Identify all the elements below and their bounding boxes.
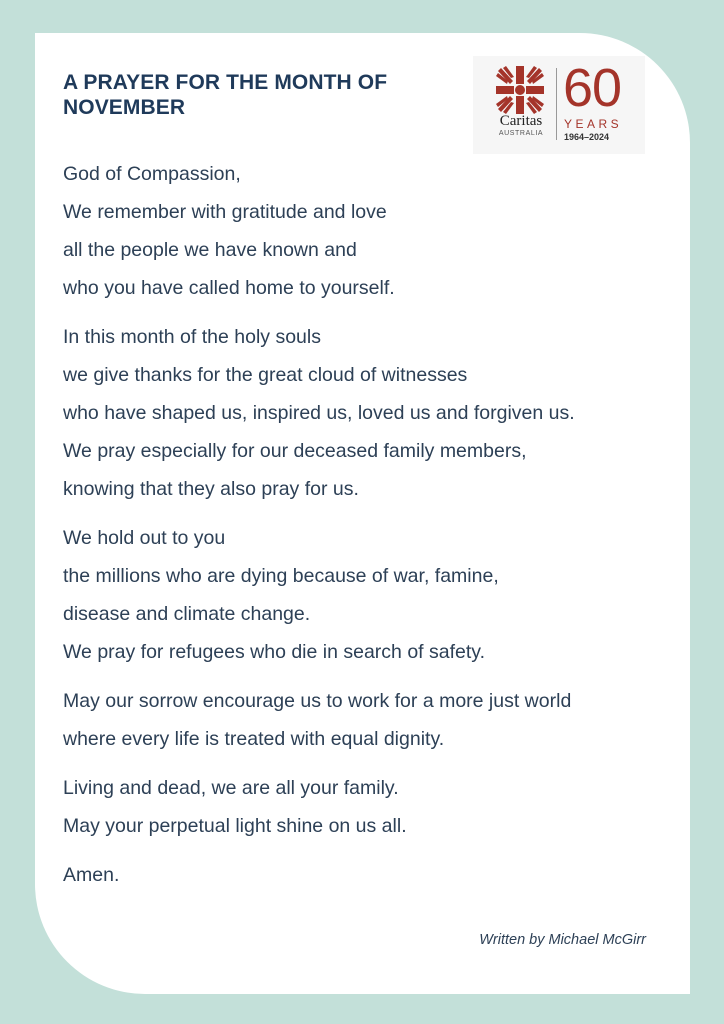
page-title [63,70,443,120]
prayer-line: May our sorrow encourage us to work for a more just world [63,690,572,712]
prayer-line: we give thanks for the great cloud of witnesses [63,364,468,386]
prayer-stanza [63,155,663,307]
prayer-body [63,155,663,905]
prayer-stanza [63,318,663,508]
prayer-stanza [63,682,663,758]
prayer-line: We pray for refugees who die in search of safety. [63,641,485,663]
prayer-line: We remember with gratitude and love [63,201,387,223]
logo-anniversary-number: 60 [563,58,622,118]
caritas-cross-icon [495,65,545,115]
prayer-line: Amen. [63,864,120,886]
title-line-2: NOVEMBER [63,96,186,119]
prayer-line: We pray especially for our deceased family members, [63,440,527,462]
prayer-line: who have shaped us, inspired us, loved us and forgiven us. [63,402,575,424]
caritas-60-years-logo [473,56,645,154]
prayer-line: who you have called home to yourself. [63,277,395,299]
prayer-line: We hold out to you [63,527,226,549]
title-line-1: A PRAYER FOR THE MONTH OF [63,71,388,94]
prayer-line: all the people we have known and [63,239,357,261]
logo-brand-name: Caritas [499,113,543,129]
prayer-line: where every life is treated with equal dignity. [63,728,445,750]
prayer-line: disease and climate change. [63,603,311,625]
logo-anniversary-word: YEARS [564,117,623,131]
author-credit: Written by Michael McGirr [479,932,646,948]
prayer-line: knowing that they also pray for us. [63,478,359,500]
prayer-line: the millions who are dying because of war, famine, [63,565,499,587]
logo-anniversary-range: 1964–2024 [564,132,610,142]
prayer-stanza [63,856,663,894]
prayer-stanza [63,769,663,845]
prayer-line: God of Compassion, [63,163,241,185]
logo-divider [556,68,557,140]
logo-brand-subtitle: AUSTRALIA [498,130,544,137]
prayer-stanza [63,519,663,671]
prayer-line: May your perpetual light shine on us all. [63,815,407,837]
prayer-line: Living and dead, we are all your family. [63,777,399,799]
prayer-line: In this month of the holy souls [63,326,321,348]
